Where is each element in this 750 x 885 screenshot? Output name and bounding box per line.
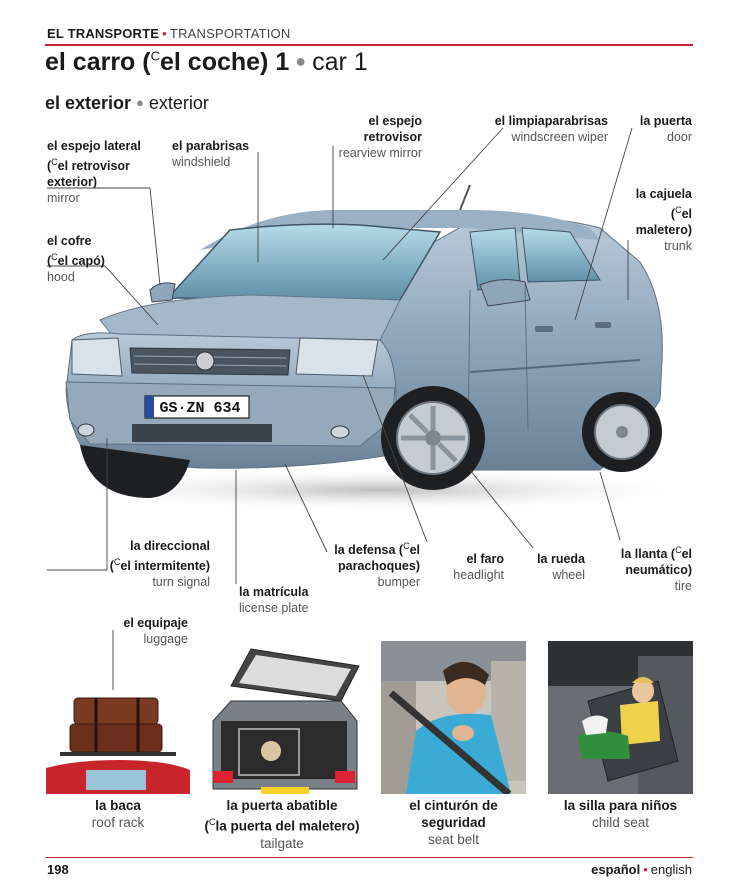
- label-equipaje: el equipaje luggage: [123, 616, 188, 646]
- label-parabrisas: el parabrisas windshield: [172, 139, 250, 169]
- caption-puerta-abatible: la puerta abatible ($^C$la puerta del maletero) tailgate: [204, 798, 360, 851]
- label-limpiaparabrisas: el limpiaparabrisas windscreen wiper: [494, 114, 608, 144]
- label-llanta: la llanta ($^C$el neumático) tire: [620, 545, 692, 594]
- label-direccional: la direccional ($^C$el intermitente) turn signal: [109, 539, 210, 590]
- child-seat-photo: [548, 641, 693, 794]
- footer-language: español • english: [591, 862, 692, 877]
- label-cofre: el cofre ($^C$el capó) hood: [47, 234, 105, 285]
- section-header: EL TRANSPORTE • TRANSPORTATION: [47, 26, 291, 41]
- label-espejo-retrovisor: el espejo retrovisor rearview mirror: [338, 114, 422, 160]
- page-title: el carro ($^C$el coche) 1 ● car 1: [45, 48, 368, 76]
- page-subtitle: el exterior ● exterior: [45, 93, 209, 113]
- label-matricula: la matrícula license plate: [239, 585, 309, 615]
- label-defensa: la defensa ($^C$el parachoques) bumper: [334, 541, 420, 590]
- label-espejo-lateral: el espejo lateral ($^C$el retrovisor exterior) mirror: [47, 139, 141, 206]
- label-cajuela: la cajuela ($^C$el maletero) trunk: [635, 187, 692, 254]
- caption-silla: la silla para niños child seat: [563, 798, 678, 830]
- footer-rule: [45, 857, 693, 858]
- section-es: EL TRANSPORTE: [47, 26, 160, 41]
- label-faro: el faro headlight: [453, 552, 504, 582]
- tailgate-photo: [211, 641, 361, 794]
- roof-rack-photo: [46, 690, 190, 794]
- label-rueda: la rueda wheel: [537, 552, 585, 582]
- section-en: TRANSPORTATION: [169, 26, 291, 41]
- seat-belt-photo: [381, 641, 526, 794]
- label-puerta: la puerta door: [639, 114, 692, 144]
- license-plate-text: GS·ZN 634: [159, 400, 241, 417]
- caption-cinturon: el cinturón de seguridad seat belt: [409, 798, 498, 847]
- page-number: 198: [47, 862, 69, 877]
- caption-baca: la baca roof rack: [91, 798, 145, 830]
